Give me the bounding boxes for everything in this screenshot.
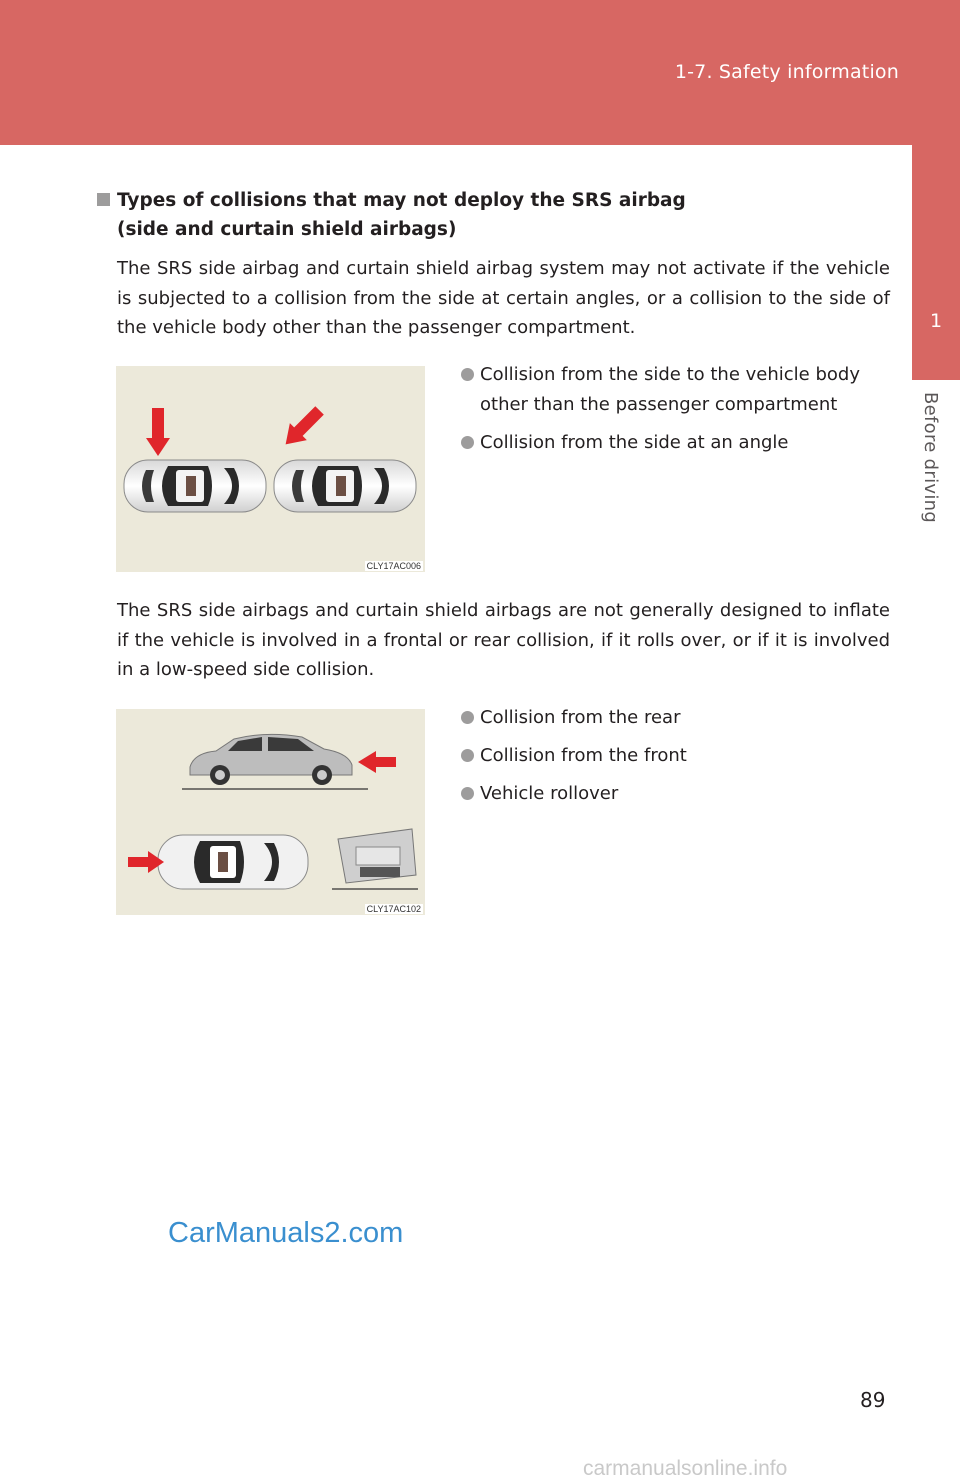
page-number: 89 (860, 1388, 886, 1412)
chapter-number: 1 (929, 310, 943, 332)
non-deploy-figure (116, 709, 425, 915)
bullet-list-non-deploy (434, 703, 904, 817)
car-side-view (182, 734, 368, 789)
side-collision-figure (116, 366, 425, 572)
chapter-label: Before driving (920, 392, 941, 524)
arrow-left-icon (358, 751, 396, 773)
bullet-list-side (434, 360, 904, 466)
arrow-down-icon (146, 408, 170, 456)
circle-bullet-icon (461, 787, 474, 800)
chapter-tab (912, 145, 960, 380)
list-item (434, 703, 904, 733)
non-deploy-illustration (116, 709, 425, 915)
figure-code: CLY17AC006 (366, 561, 421, 571)
list-item (434, 779, 904, 809)
square-marker-icon (97, 193, 110, 206)
section-title: 1-7. Safety information (674, 61, 899, 83)
heading-line-1: Types of collisions that may not deploy the SRS airbag (117, 190, 686, 211)
car-top-view-1 (124, 460, 266, 512)
list-item-text: Collision from the rear (480, 707, 681, 728)
circle-bullet-icon (461, 749, 474, 762)
list-item (434, 428, 904, 458)
car-top-view-3 (158, 835, 308, 889)
heading-line-2: (side and curtain shield airbags) (117, 219, 457, 240)
car-rollover (332, 829, 418, 889)
list-item (434, 360, 904, 419)
list-item-text: Collision from the front (480, 745, 687, 766)
footer-watermark: carmanualsonline.info (583, 1457, 788, 1480)
figure-code: CLY17AC102 (366, 904, 421, 914)
arrow-diagonal-icon (277, 402, 328, 453)
list-item-text: Collision from the side at an angle (480, 431, 789, 453)
list-item (434, 741, 904, 771)
circle-bullet-icon (461, 711, 474, 724)
list-item-text: Collision from the side to the vehicle body other than the passenger compartment (480, 364, 860, 415)
side-collision-illustration (116, 366, 425, 572)
paragraph-side-collision: The SRS side airbag and curtain shield airbag system may not activate if the vehicle is subjected to a collision from the side at certain angles, or a collision to the side of the vehicle body other than the passenger compartment. (117, 258, 890, 338)
circle-bullet-icon (461, 368, 474, 381)
subsection-heading (97, 186, 697, 244)
circle-bullet-icon (461, 436, 474, 449)
list-item-text: Vehicle rollover (480, 783, 619, 804)
paragraph-non-inflation: The SRS side airbags and curtain shield airbags are not generally designed to inflate if the vehicle is involved in a frontal or rear collision, if it rolls over, or if it is involved in a low-speed side collision. (117, 600, 890, 680)
car-top-view-2 (274, 460, 416, 512)
watermark-link[interactable]: CarManuals2.com (168, 1217, 404, 1249)
